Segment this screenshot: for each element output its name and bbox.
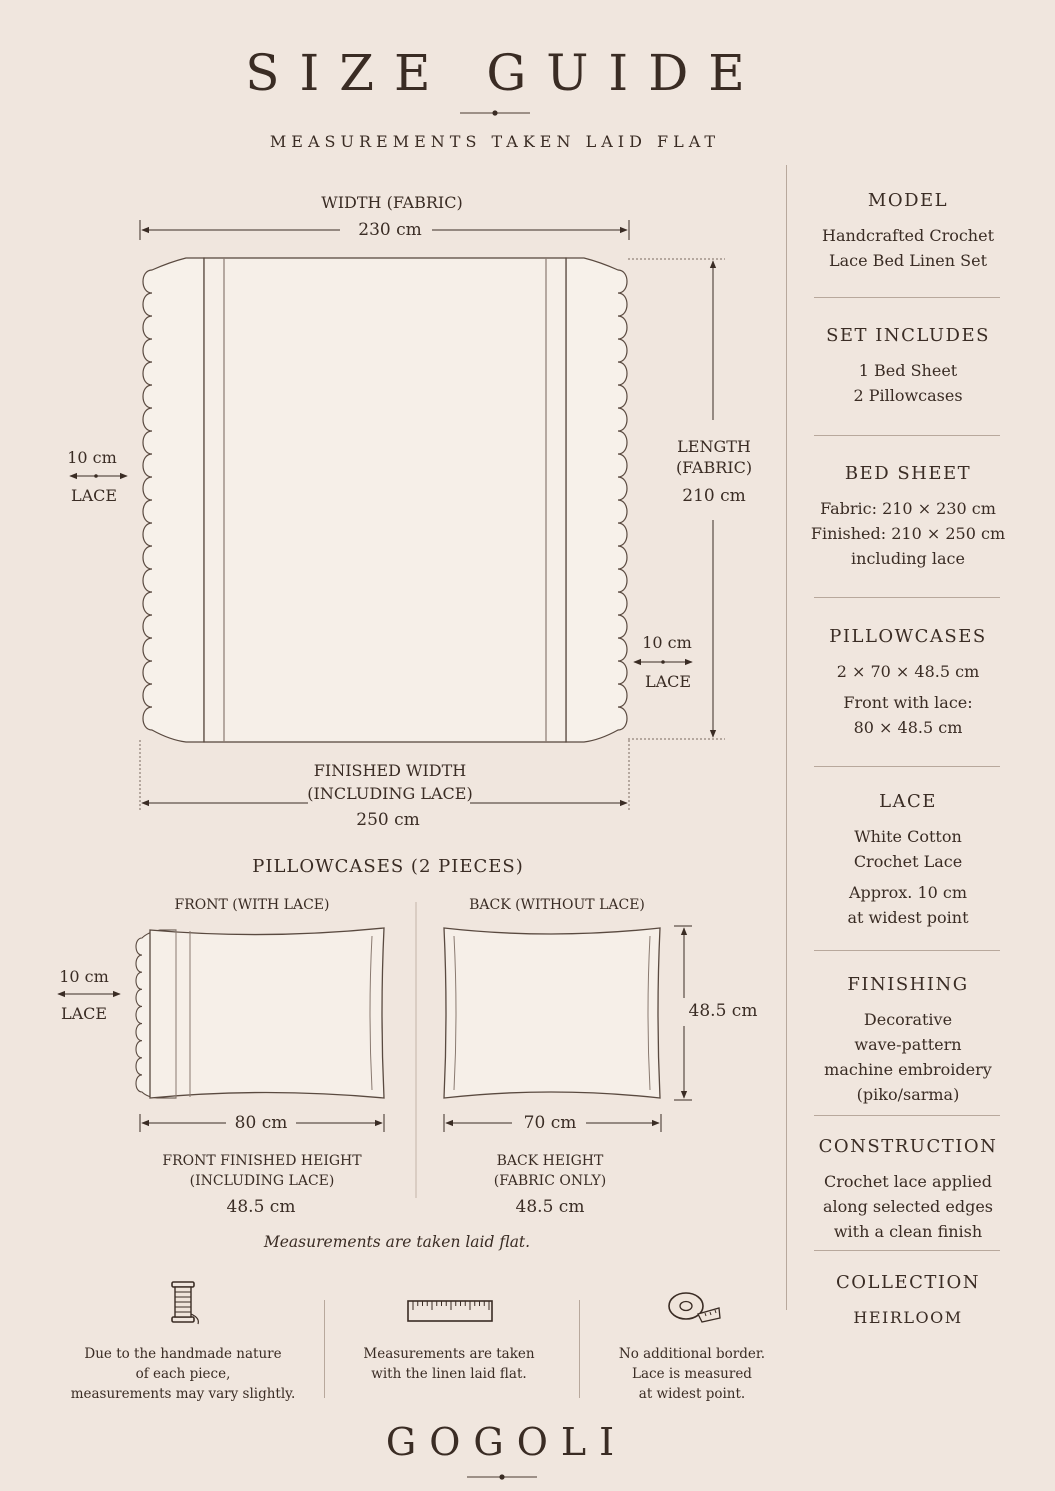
sidebar-rule — [814, 1250, 1000, 1251]
footer-note-line: measurements may vary slightly. — [70, 1386, 296, 1402]
front-height-value: 48.5 cm — [226, 1197, 296, 1217]
thread-spool-icon — [160, 1278, 208, 1326]
footer-note-line: No additional border. — [618, 1346, 766, 1362]
footer-divider-2 — [579, 1300, 580, 1398]
back-height-label-line1: BACK HEIGHT — [496, 1153, 604, 1169]
tape-measure-icon — [664, 1286, 724, 1330]
sidebar-text: Crochet lace applied — [824, 1172, 992, 1191]
sidebar-text: machine embroidery — [824, 1060, 992, 1079]
sidebar-rule — [814, 1115, 1000, 1116]
pillow-back — [444, 928, 660, 1098]
finished-width-label-line1: FINISHED WIDTH — [313, 761, 467, 780]
sidebar-rule — [814, 435, 1000, 436]
brand-logo: GOGOLI — [385, 1420, 628, 1464]
sidebar-text: with a clean finish — [833, 1222, 983, 1241]
footer-note-lace — [582, 1344, 802, 1404]
pillow-lace-label: LACE — [60, 1004, 108, 1023]
footer-note-line: Measurements are taken — [363, 1346, 535, 1362]
footer-note-line: Due to the handmade nature — [84, 1346, 282, 1362]
sidebar-text: Approx. 10 cm — [848, 883, 968, 902]
pillow-height-value: 48.5 cm — [688, 1001, 758, 1021]
lace-left — [143, 258, 204, 742]
sidebar-text: along selected edges — [822, 1197, 993, 1216]
sidebar-text: 2 Pillowcases — [853, 386, 963, 405]
front-width-value: 80 cm — [234, 1113, 288, 1133]
sidebar-rule — [814, 950, 1000, 951]
lace-right-value: 10 cm — [642, 633, 692, 652]
sidebar-text: Decorative — [863, 1010, 953, 1029]
finished-width-label-line2: (INCLUDING LACE) — [307, 784, 473, 803]
length-label-line2: (FABRIC) — [675, 458, 753, 477]
pillowcases-heading: PILLOWCASES (2 PIECES) — [252, 856, 524, 877]
sidebar-text: Front with lace: — [843, 693, 973, 712]
footer-note-line: of each piece, — [135, 1366, 231, 1382]
back-width-value: 70 cm — [523, 1113, 577, 1133]
footer-note-line: at widest point. — [638, 1386, 746, 1402]
ruler-ticks — [413, 1301, 489, 1310]
page-title: SIZE GUIDE — [245, 44, 765, 102]
lace-right-label: LACE — [644, 672, 692, 691]
footer-note-line: Lace is measured — [632, 1366, 752, 1382]
lace-left-label: LACE — [70, 486, 118, 505]
sidebar-heading-bed-sheet: BED SHEET — [844, 463, 972, 484]
pillowcase-diagram — [0, 880, 785, 1240]
width-value: 230 cm — [358, 220, 422, 240]
sidebar-text: Crochet Lace — [853, 852, 963, 871]
sidebar-text: including lace — [851, 549, 965, 568]
sidebar-heading-finishing: FINISHING — [847, 974, 969, 995]
sidebar-text: White Cotton — [854, 827, 962, 846]
footer-note-line: with the linen laid flat. — [371, 1366, 527, 1382]
finished-width-value: 250 cm — [356, 810, 420, 830]
back-height-label-line2: (FABRIC ONLY) — [493, 1173, 607, 1189]
lace-left-value: 10 cm — [67, 448, 117, 467]
lace-right — [566, 258, 627, 742]
footer-note-handmade — [53, 1344, 313, 1404]
sidebar-text: (piko/sarma) — [856, 1085, 960, 1104]
footer-note-laid-flat — [334, 1344, 564, 1384]
front-label: FRONT (WITH LACE) — [174, 897, 330, 913]
width-label: WIDTH (FABRIC) — [321, 193, 463, 212]
sidebar-heading-lace: LACE — [879, 791, 937, 812]
sidebar-text: at widest point — [847, 908, 969, 927]
bed-sheet-diagram — [0, 0, 785, 860]
sidebar-text: 1 Bed Sheet — [858, 361, 958, 380]
ruler-icon — [406, 1298, 496, 1324]
sidebar-text: Fabric: 210 × 230 cm — [820, 499, 996, 518]
sidebar-text: HEIRLOOM — [853, 1308, 963, 1327]
front-height-label-line2: (INCLUDING LACE) — [189, 1173, 335, 1189]
sidebar-text: Finished: 210 × 250 cm — [810, 524, 1006, 543]
front-height-label-line1: FRONT FINISHED HEIGHT — [162, 1153, 362, 1169]
sidebar-rule — [814, 766, 1000, 767]
brand-ornament — [467, 1470, 537, 1484]
sidebar-heading-collection: COLLECTION — [836, 1272, 980, 1293]
length-value: 210 cm — [682, 486, 746, 506]
sidebar-heading-pillowcases: PILLOWCASES — [829, 626, 987, 647]
sidebar-text: wave-pattern — [854, 1035, 962, 1054]
pillow-front — [150, 928, 384, 1098]
sidebar-heading-model: MODEL — [867, 190, 949, 211]
sidebar-text: 2 × 70 × 48.5 cm — [836, 662, 980, 681]
sidebar-rule — [814, 597, 1000, 598]
laid-flat-note: Measurements are taken laid flat. — [263, 1233, 531, 1251]
back-height-value: 48.5 cm — [515, 1197, 585, 1217]
page-subtitle: MEASUREMENTS TAKEN LAID FLAT — [269, 132, 721, 151]
sidebar — [808, 0, 1008, 1340]
sidebar-heading-construction: CONSTRUCTION — [818, 1136, 998, 1157]
sidebar-text: Handcrafted Crochet — [821, 226, 995, 245]
sidebar-divider — [786, 165, 787, 1310]
sidebar-text: Lace Bed Linen Set — [829, 251, 987, 270]
length-label-line1: LENGTH — [677, 437, 751, 456]
back-label: BACK (WITHOUT LACE) — [469, 897, 645, 913]
pillow-lace-value: 10 cm — [59, 967, 109, 986]
sidebar-rule — [814, 297, 1000, 298]
sidebar-text: 80 × 48.5 cm — [853, 718, 963, 737]
bed-sheet-fabric — [204, 258, 566, 742]
footer-divider-1 — [324, 1300, 325, 1398]
sidebar-heading-set-includes: SET INCLUDES — [826, 325, 990, 346]
